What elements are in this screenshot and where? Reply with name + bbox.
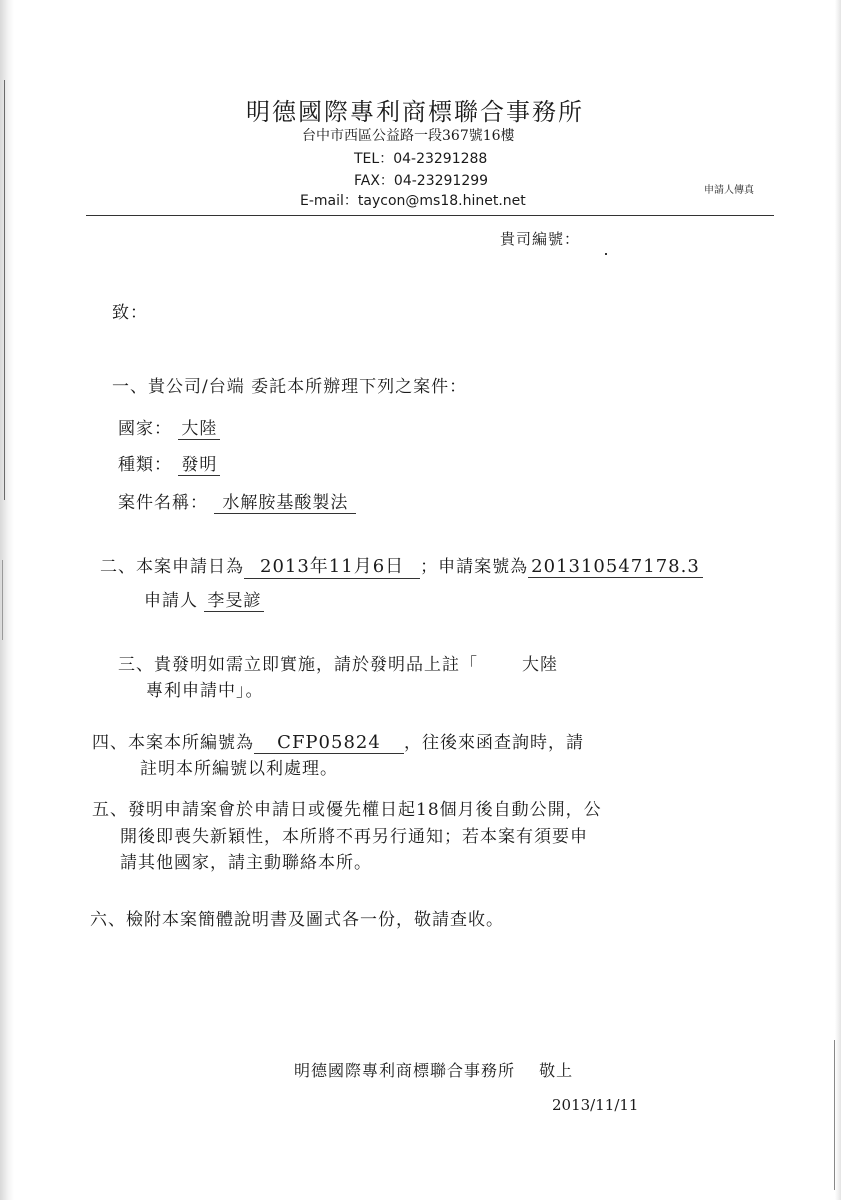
firm-name-title: 明德國際專利商標聯合事務所 (246, 98, 584, 126)
sec5-line1: 五、發明申請案會於申請日或優先權日起18個月後自動公開，公 (92, 800, 602, 820)
case-name-value: 水解胺基酸製法 (214, 488, 356, 514)
applicant-label: 申請人 (144, 591, 198, 611)
firm-fax: FAX：04-23291299 (354, 173, 489, 189)
application-number: 201310547178.3 (528, 556, 703, 578)
signature-firm: 明德國際專利商標聯合事務所 (294, 1061, 516, 1080)
sec2-line1 (100, 552, 703, 579)
sec2-prefix: 二、本案申請日為 (100, 557, 244, 577)
country-value: 大陸 (178, 414, 220, 440)
sec3-line2: 專利申請中」。 (146, 681, 264, 701)
addressee-label: 致： (112, 303, 148, 323)
applicant-fax-note: 申請人傳真 (704, 185, 754, 196)
sec4-line1 (92, 728, 584, 754)
scan-artifact-line-left (4, 80, 5, 500)
sec1-country-row (118, 414, 220, 440)
scan-artifact-line-left-2 (2, 560, 3, 640)
applicant-name: 李旻諺 (204, 586, 264, 612)
sec4-suffix: ，往後來函查詢時，請 (404, 733, 584, 753)
filing-date: 2013年11月6日 (244, 552, 420, 579)
client-ref-label: 貴司編號： (500, 230, 581, 248)
signature-date: 2013/11/11 (552, 1096, 639, 1114)
type-value: 發明 (178, 450, 220, 476)
sec4-prefix: 四、本案本所編號為 (92, 733, 254, 753)
sec5-line2: 開後即喪失新穎性，本所將不再另行通知；若本案有須要申 (120, 827, 588, 847)
sec1-type-row (118, 450, 220, 476)
firm-case-number: CFP05824 (254, 732, 404, 754)
signature-block (294, 1058, 573, 1081)
sec4-line2: 註明本所編號以利處理。 (140, 759, 338, 779)
sec6-text: 六、檢附本案簡體說明書及圖式各一份，敬請查收。 (90, 910, 504, 930)
firm-tel: TEL：04-23291288 (354, 151, 488, 167)
sec1-case-name-row (118, 488, 356, 514)
firm-address: 台中市西區公益路一段367號16樓 (302, 128, 515, 144)
sec2-mid: ；申請案號為 (420, 557, 529, 577)
scan-shadow-right (835, 0, 841, 1200)
sec2-line2 (144, 586, 264, 612)
country-label: 國家： (118, 419, 172, 439)
sec3-line1-prefix: 三、貴發明如需立即實施，請於發明品上註「 (118, 655, 478, 675)
ref-dot (605, 253, 607, 255)
type-label: 種類： (118, 455, 172, 475)
scan-artifact-line-right (834, 1040, 835, 1190)
sec3-line1 (118, 650, 558, 675)
sec5-line3: 請其他國家，請主動聯絡本所。 (120, 853, 372, 873)
signature-closing: 敬上 (539, 1061, 574, 1080)
sec1-heading: 一、貴公司/台端 委託本所辦理下列之案件： (112, 377, 468, 397)
firm-email: E-mail：taycon@ms18.hinet.net (300, 193, 526, 209)
case-name-label: 案件名稱： (118, 493, 208, 513)
header-divider (86, 215, 774, 216)
sec3-country: 大陸 (522, 655, 558, 675)
